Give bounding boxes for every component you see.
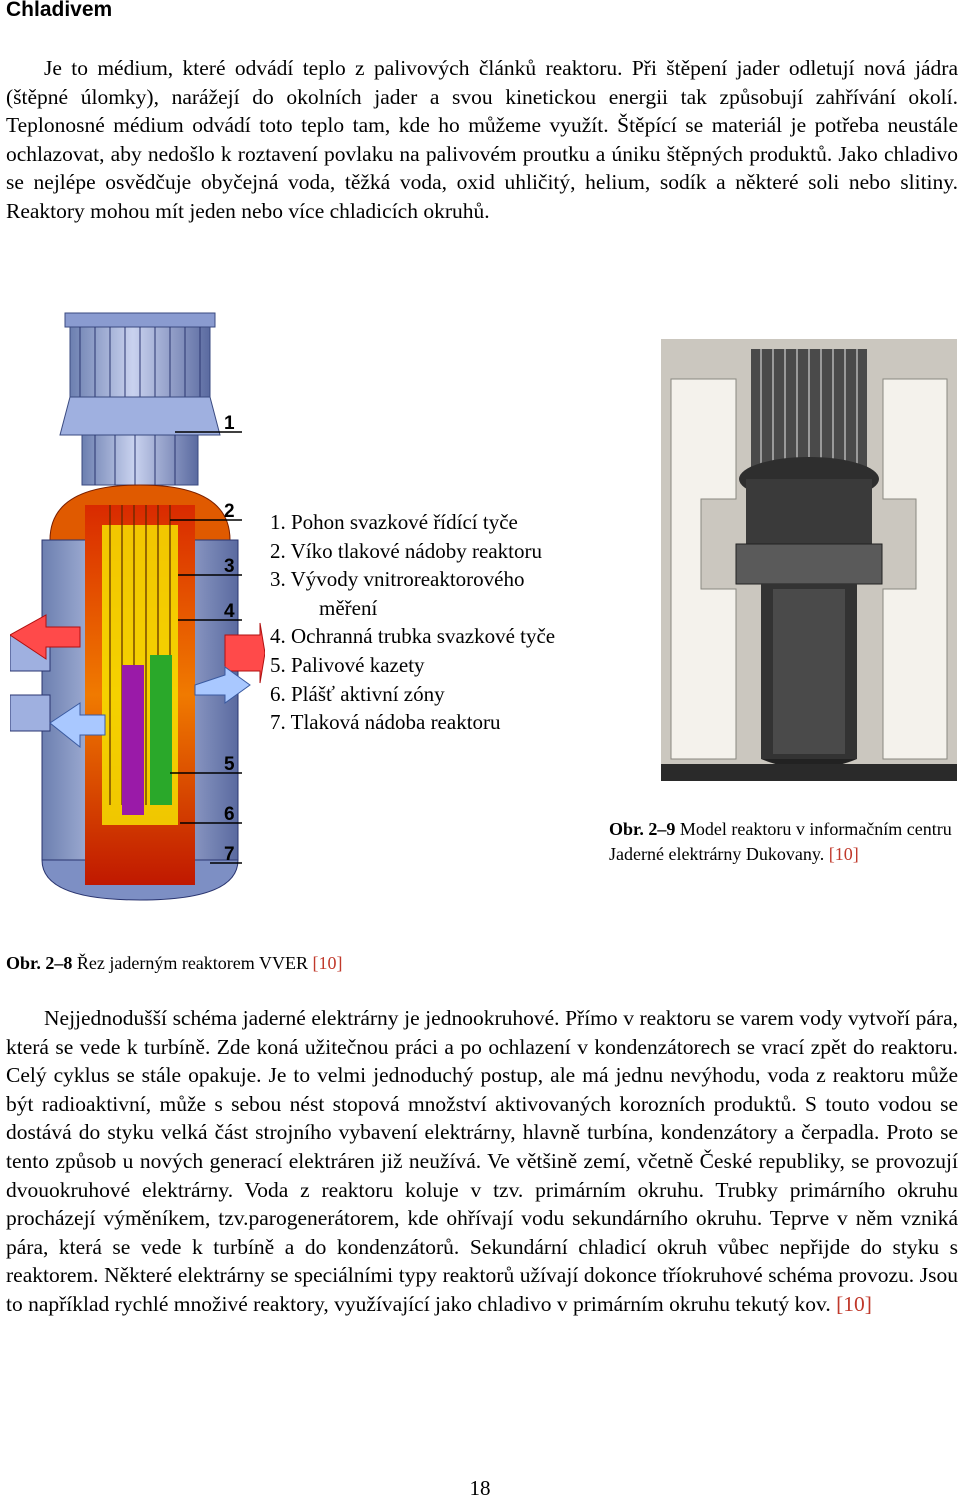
callout-6: 6 <box>224 804 235 825</box>
legend-item: 6. Plášť aktivní zóny <box>270 681 445 706</box>
legend-item: 1. Pohon svazkové řídící tyče <box>270 510 518 534</box>
citation-link[interactable]: [10] <box>828 844 859 864</box>
legend-item: 2. Víko tlakové nádoby reaktoru <box>270 538 542 563</box>
callout-5: 5 <box>224 754 235 775</box>
callout-2: 2 <box>224 501 235 522</box>
callout-7: 7 <box>224 844 235 865</box>
caption-label: Obr. 2–8 <box>6 953 73 973</box>
page-number: 18 <box>469 1476 491 1500</box>
drive-platform <box>65 313 215 327</box>
citation-link[interactable]: [10] <box>836 1291 872 1316</box>
caption-text: Model reaktoru v informačním centru Jaderné elektrárny Dukovany. <box>609 819 952 864</box>
legend-item: 4. Ochranná trubka svazkové tyče <box>270 624 556 649</box>
section-heading: Chladivem <box>6 0 113 21</box>
figure-caption-right <box>609 817 959 867</box>
callout-1: 1 <box>224 413 235 434</box>
figure-legend <box>270 508 555 737</box>
figure-caption-left <box>6 951 342 976</box>
legend-item: měření <box>319 595 378 620</box>
caption-label: Obr. 2–9 <box>609 819 676 839</box>
reactor-model-photo <box>661 339 957 781</box>
legend-item: 3. Vývody vnitroreaktorového <box>270 567 525 592</box>
callout-3: 3 <box>224 556 235 577</box>
citation-link[interactable]: [10] <box>312 953 343 973</box>
legend-item: 5. Palivové kazety <box>270 652 425 677</box>
callout-4: 4 <box>224 601 235 622</box>
legend-item: 7. Tlaková nádoba reaktoru <box>270 710 501 735</box>
caption-text: Řez jaderným reaktorem VVER <box>72 953 313 973</box>
intro-paragraph: Je to médium, které odvádí teplo z palivových článků reaktoru. Při štěpení jader odletují nová jádra (štěpné úlomky), narážejí do okolních jader a svou kinetickou energii tak způsobují zahřívání okolí. Teplonosné médium odvádí toto teplo tam, kde ho můžeme využít. Štěpící se materiál je potřeba neustále ochlazovat, aby nedošlo k roztavení povlaku na palivovém proutku a úniku štěpných produktů. Jako chladivo se nejlépe osvědčuje obyčejná voda, těžká voda, oxid uhličitý, helium, sodík a některé soli nebo slitiny. Reaktory mohou mít jeden nebo více chladicích okruhů. <box>6 56 958 223</box>
paragraph-text: Nejjednodušší schéma jaderné elektrárny je jednookruhové. Přímo v reaktoru se varem vody vytvoří pára, která se vede k turbíně. Zde koná užitečnou práci a po ochlazení v kondenzátorech se vrací zpět do reaktoru. Celý cyklus se stále opakuje. Je to velmi jednoduchý postup, ale má jednu nevýhodu, voda z reaktoru může být radioaktivní, může s sebou nést stopová množství aktivovaných korozních produktů. S touto vodou se dostává do styku velká část strojního vybavení elektrárny, hlavně turbína, kondenzátory a čerpadla. Proto se tento způsob u nových generací elektráren již neužívá. Ve většině zemí, včetně České republiky, se provozují dvouokruhové elektrárny. Voda z reaktoru koluje v tzv. primárním okruhu. Trubky primárního okruhu procházejí výměníkem, tzv.parogenerátorem, kde ohřívají vodu sekundárního okruhu. Teprve v něm vzniká pára, která se vede k turbíně a do kondenzátorů. Sekundární chladicí okruh vůbec nepřijde do styku s reaktorem. Některé elektrárny se speciálními typy reaktorů užívají dokonce tříokruhové schéma provozu. Jsou to například rychlé množivé reaktory, využívající jako chladivo v primárním okruhu tekutý kov. <box>6 1006 958 1316</box>
circuits-paragraph <box>6 1004 958 1319</box>
reactor-cutaway-figure <box>10 305 265 905</box>
